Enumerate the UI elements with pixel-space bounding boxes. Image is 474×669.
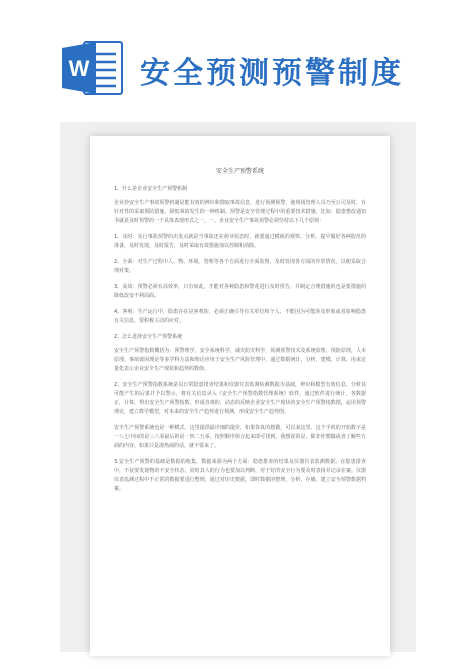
- document-body: [114, 185, 366, 494]
- paragraph: 1、及时：实行事故预警的出发点就是当事故还在萌芽状态时，就要通过模板的观察、分析，提早做好各种防范的准备，及时发现，及时报告，及时采取有效措施加以控制和消除。: [114, 234, 366, 249]
- word-document-icon: [62, 40, 124, 96]
- logo-letter: W: [68, 56, 90, 81]
- paragraph: 企业抄安全生产事故预警机制是能有效的辨识和搜取事故信息、进行预测预警、使现场管理人员乃至公司及时、有针对性的采取预防措施、降低事故发生的一种机制。预警是安全管理过程中的重要技术措施，比如：隐患整改通知书就是及时预警的一个具体表现形式之一，一、企业安全生产事故预警必须坚持以下几个原则：: [114, 200, 366, 224]
- section-heading: 2、怎么选择安全生产预警系统: [114, 334, 183, 340]
- paragraph: 3.安全生产预警的基础是数据的收集，数据来源为两个方面：隐患排查的结果及仪器仪表监测数据，在隐患排查中，不仅要发现物的不安全状态，同时其人的行为也要加以判断，对于好的安全行为要及时表扬并记录在案。仪器仪表监测过程中不正常的数据要进行整理，通过对历史数据，即时数据的整理，分析，存储，建立安全预警数据档案。: [114, 459, 366, 492]
- paragraph: 2、安全生产预警指数系统是以日常隐患排查结果和仪器仪表监测检测数据为基础，辨识和模型有效信息，分析其可能产生的后果并予以警示，将有关信息录入《安全生产预警指数管理系统》软件，通过软件进行统计，各数据正，计算，得出安全生产预警指数，形成直观的，动态的反映企业安全生产现状的安全生产预警指数图，运用预警理论，建立数学模型，对未来的安全生产趋势进行预测，形成安全生产趋势图。: [114, 382, 366, 415]
- paragraph: 3、高效：预警必须有高效率，只有如此，才能对各种隐患和警兆进行及时预告，并制定合理措施的也是要措施的降低改变不利局面。: [114, 284, 366, 299]
- paragraph: 2、全面：对生产过程中人、物、环境、管理等各个方面进行全面监督，及时发现各方面的异常情况，以便采取合理对策。: [114, 259, 366, 274]
- paragraph: 4、客观：生产运行中，隐患存在是客观的，必须正确引导有关单位和个人，不能因为可能涉及形象或者影响隐患有关信息，要积极主动的应对。: [114, 309, 366, 324]
- document-page: [90, 136, 390, 656]
- document-title: 安全生产预警系统: [215, 168, 264, 175]
- section-heading: 1、什么是企业安全生产预警机制: [114, 186, 188, 192]
- paragraph: 安全生产预警系统也是一种模式，这里提供最详细的提价，如果你真的想做，可以来这里，这个手机的开始数字是一八七中间的是三八零最后的是一四二五零，按照顺序组合起来即可找到，我想说的是，除非你想做或者了解些方面的内容，如果只是凑热闹的话，就不要来了。: [114, 425, 366, 449]
- page-title: 安全预测预警制度: [140, 56, 404, 91]
- paragraph: 安全生产预警指数概括为：预警理学，安全系统科学，减灾防灾科学，预测预警技术及系统原理，预防原理，人本原理，事故致因理论等多学科方法和理论应用于安全生产风险管理中，通过数据统计，分析，建模，计算，用来定量化表示企业安全生产现状和趋势的数值。: [114, 348, 366, 372]
- banner: [0, 0, 474, 130]
